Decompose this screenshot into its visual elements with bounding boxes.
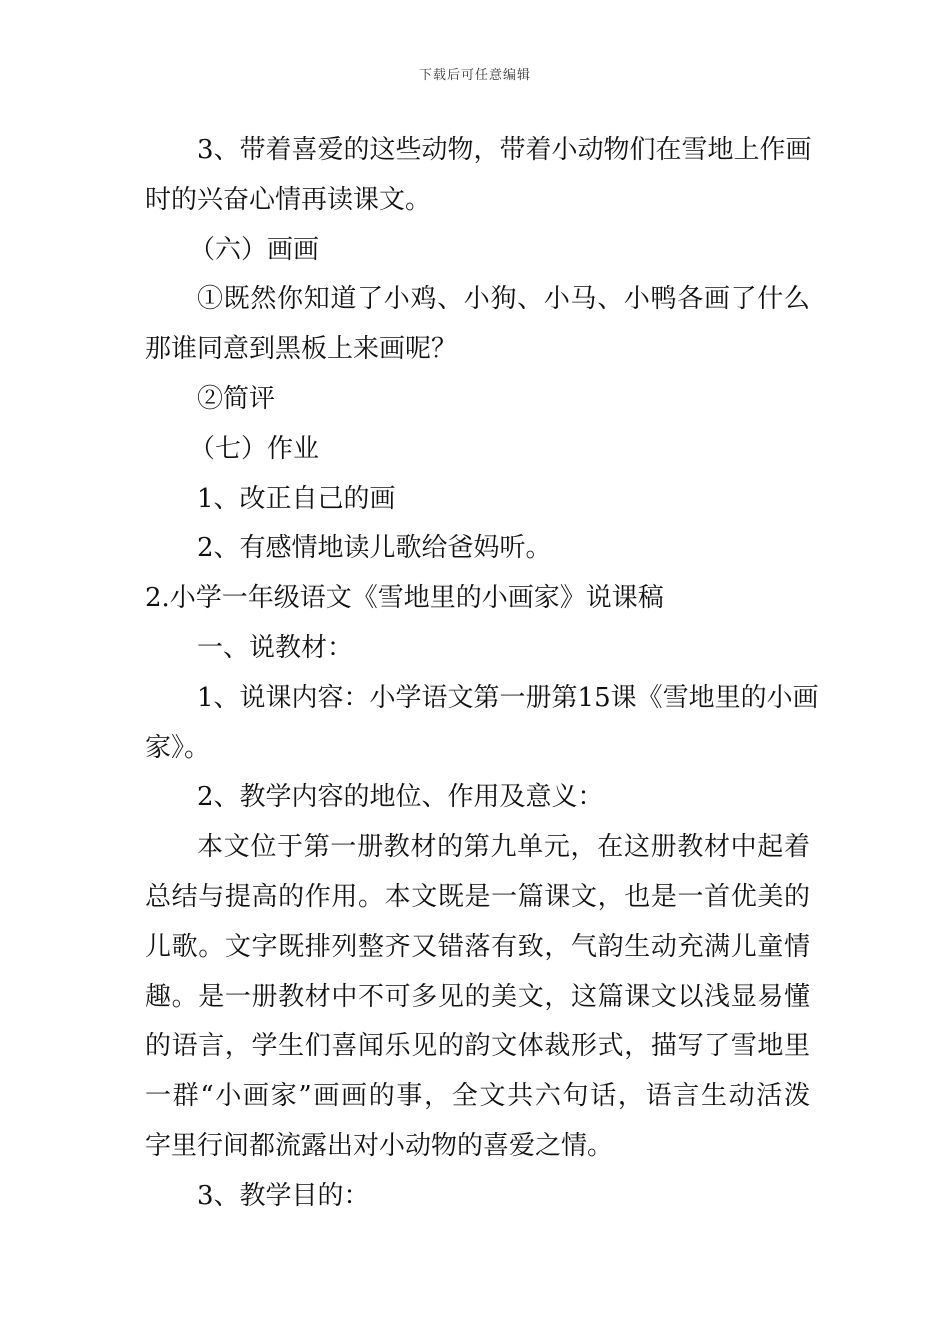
- paragraph-line: ②简评: [197, 383, 276, 414]
- document-body: [145, 126, 819, 1222]
- paragraph-line: 字里行间都流露出对小动物的喜爱之情。: [145, 1130, 614, 1161]
- paragraph-line: 2、教学内容的地位、作用及意义：: [197, 782, 604, 813]
- paragraph-line: 儿歌。文字既排列整齐又错落有致，气韵生动充满儿童情: [145, 931, 810, 962]
- section-heading: 一、说教材：: [197, 632, 354, 663]
- page-header: 下载后可任意编辑: [418, 68, 531, 83]
- paragraph-line: 趣。是一册教材中不可多见的美文，这篇课文以浅显易懂: [145, 981, 810, 1012]
- paragraph-line: 时的兴奋心情再读课文。: [145, 184, 432, 215]
- paragraph-line: 本文位于第一册教材的第九单元，在这册教材中起着: [197, 832, 810, 863]
- section-heading: （七）作业: [189, 433, 320, 464]
- paragraph-line: 家》。: [145, 732, 211, 763]
- paragraph-line: 那谁同意到黑板上来画呢？: [145, 334, 458, 365]
- paragraph-line: 的语言，学生们喜闻乐见的韵文体裁形式，描写了雪地里: [145, 1031, 810, 1062]
- paragraph-line: 2、有感情地读儿歌给爸妈听。: [197, 533, 552, 564]
- paragraph-line: 3、教学目的：: [197, 1180, 370, 1211]
- section-heading: （六）画画: [189, 234, 320, 265]
- paragraph-line: 1、改正自己的画: [197, 483, 396, 514]
- paragraph-line: 3、带着喜爱的这些动物，带着小动物们在雪地上作画: [197, 135, 812, 165]
- paragraph-line: ①既然你知道了小鸡、小狗、小马、小鸭各画了什么: [197, 284, 810, 315]
- paragraph-line: 1、说课内容：小学语文第一册第15课《雪地里的小画: [197, 682, 819, 713]
- document-title: 2.小学一年级语文《雪地里的小画家》说课稿: [145, 583, 664, 614]
- paragraph-line: 总结与提高的作用。本文既是一篇课文，也是一首优美的: [145, 881, 810, 912]
- paragraph-line: 一群“小画家”画画的事，全文共六句话，语言生动活泼: [145, 1081, 810, 1112]
